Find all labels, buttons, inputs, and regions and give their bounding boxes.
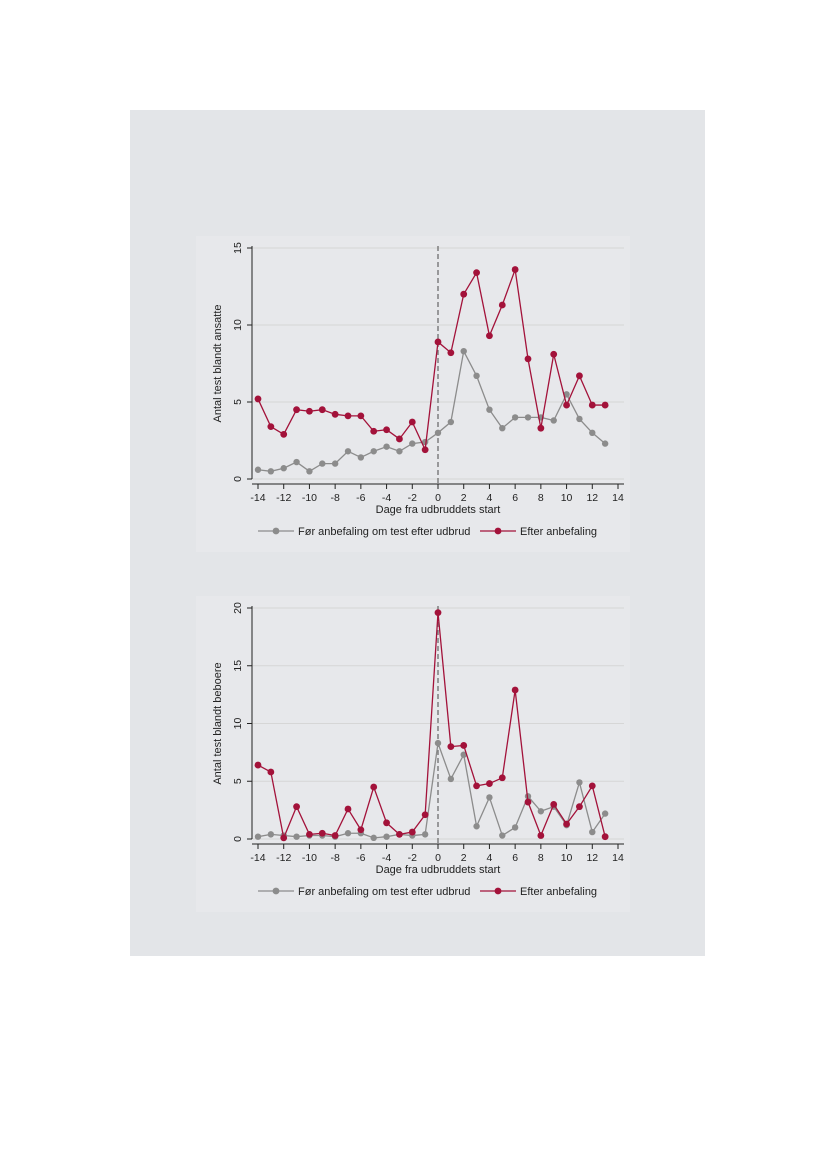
data-point-before xyxy=(332,460,338,466)
data-point-before xyxy=(602,440,608,446)
data-point-after xyxy=(512,266,519,273)
data-point-after xyxy=(435,339,442,346)
data-point-after xyxy=(306,408,313,415)
y-tick-label: 10 xyxy=(232,717,244,730)
x-tick-label: -2 xyxy=(407,492,417,504)
data-point-after xyxy=(319,406,326,413)
data-point-after xyxy=(499,302,506,309)
x-tick-label: 14 xyxy=(612,852,624,864)
x-tick-label: 2 xyxy=(460,852,467,864)
data-point-before xyxy=(589,430,595,436)
data-point-before xyxy=(293,833,299,839)
data-point-after xyxy=(280,834,287,841)
data-point-after xyxy=(255,396,262,403)
data-point-before xyxy=(486,407,492,413)
data-point-after xyxy=(357,412,364,419)
legend-label: Før anbefaling om test efter udbrud xyxy=(298,886,471,898)
y-tick-label: 0 xyxy=(232,476,244,482)
y-tick-label: 15 xyxy=(232,242,244,254)
x-tick-label: -14 xyxy=(250,492,266,504)
data-point-after xyxy=(460,291,467,298)
legend-marker xyxy=(495,528,502,535)
x-tick-label: -14 xyxy=(250,852,266,864)
x-tick-label: 2 xyxy=(460,492,467,504)
data-point-after xyxy=(473,269,480,276)
data-point-after xyxy=(537,832,544,839)
data-point-after xyxy=(255,762,262,769)
data-point-before xyxy=(448,776,454,782)
data-point-before xyxy=(499,832,505,838)
data-point-after xyxy=(537,425,544,432)
data-point-before xyxy=(383,833,389,839)
data-point-after xyxy=(306,831,313,838)
x-tick-label: -4 xyxy=(381,492,392,504)
data-point-after xyxy=(563,821,570,828)
data-point-after xyxy=(460,742,467,749)
data-point-after xyxy=(345,412,352,419)
data-point-after xyxy=(293,406,300,413)
x-tick-label: -10 xyxy=(301,852,318,864)
data-point-before xyxy=(422,831,428,837)
x-axis-title: Dage fra udbruddets start xyxy=(375,504,501,516)
legend-label: Efter anbefaling xyxy=(520,886,598,898)
data-point-before xyxy=(461,348,467,354)
legend-label: Efter anbefaling xyxy=(520,526,598,538)
y-tick-label: 15 xyxy=(232,659,244,672)
y-tick-label: 20 xyxy=(232,602,244,614)
x-tick-label: -12 xyxy=(276,492,292,504)
data-point-after xyxy=(293,803,300,810)
data-point-before xyxy=(255,467,261,473)
data-point-before xyxy=(268,468,274,474)
data-point-after xyxy=(473,782,480,789)
legend-marker xyxy=(273,888,280,895)
chart-resident-svg xyxy=(196,596,630,912)
data-point-after xyxy=(396,436,403,443)
data-point-after xyxy=(525,355,532,362)
chart-staff-tests xyxy=(196,236,630,552)
data-point-before xyxy=(345,830,351,836)
data-point-before xyxy=(512,414,518,420)
data-point-before xyxy=(589,829,595,835)
data-point-after xyxy=(409,829,416,836)
data-point-before xyxy=(512,824,518,830)
data-point-after xyxy=(332,411,339,418)
x-tick-label: 0 xyxy=(435,492,441,504)
x-tick-label: 4 xyxy=(486,852,493,864)
data-point-after xyxy=(576,372,583,379)
x-tick-label: -10 xyxy=(301,492,318,504)
x-tick-label: 10 xyxy=(560,492,573,504)
data-point-before xyxy=(551,417,557,423)
data-point-after xyxy=(267,769,274,776)
y-axis-title: Antal test blandt beboere xyxy=(212,662,224,785)
data-point-before xyxy=(435,430,441,436)
data-point-after xyxy=(422,811,429,818)
data-point-before xyxy=(486,794,492,800)
x-tick-label: -6 xyxy=(356,492,366,504)
data-point-after xyxy=(383,819,390,826)
data-point-before xyxy=(281,465,287,471)
chart-staff-svg xyxy=(196,236,630,552)
data-point-before xyxy=(358,454,364,460)
data-point-before xyxy=(319,460,325,466)
data-point-before xyxy=(268,831,274,837)
y-tick-label: 5 xyxy=(232,778,244,785)
data-point-after xyxy=(345,806,352,813)
data-point-after xyxy=(602,402,609,409)
y-tick-label: 0 xyxy=(232,836,244,842)
y-tick-label: 5 xyxy=(232,399,244,405)
x-tick-label: 8 xyxy=(537,492,544,504)
data-point-before xyxy=(396,448,402,454)
x-tick-label: -8 xyxy=(330,492,340,504)
x-tick-label: 14 xyxy=(612,492,624,504)
data-point-after xyxy=(332,832,339,839)
x-tick-label: 12 xyxy=(586,492,599,504)
data-point-before xyxy=(435,740,441,746)
data-point-before xyxy=(473,373,479,379)
data-point-after xyxy=(370,784,377,791)
data-point-before xyxy=(499,425,505,431)
data-point-after xyxy=(589,402,596,409)
y-tick-label: 10 xyxy=(232,319,244,331)
x-tick-label: 12 xyxy=(586,852,599,864)
data-point-before xyxy=(525,414,531,420)
x-tick-label: 4 xyxy=(486,492,493,504)
data-point-after xyxy=(383,426,390,433)
chart-resident-tests xyxy=(196,596,630,912)
data-point-after xyxy=(396,831,403,838)
legend-label: Før anbefaling om test efter udbrud xyxy=(298,526,471,538)
data-point-after xyxy=(486,780,493,787)
x-tick-label: 6 xyxy=(512,492,519,504)
series-line-before xyxy=(258,743,605,838)
x-axis-title: Dage fra udbruddets start xyxy=(375,864,501,876)
data-point-before xyxy=(473,823,479,829)
legend-marker xyxy=(273,528,280,535)
data-point-before xyxy=(345,448,351,454)
x-tick-label: -6 xyxy=(356,852,366,864)
data-point-after xyxy=(319,830,326,837)
data-point-after xyxy=(550,801,557,808)
data-point-before xyxy=(371,835,377,841)
data-point-after xyxy=(550,351,557,358)
data-point-before xyxy=(538,808,544,814)
x-tick-label: -12 xyxy=(276,852,292,864)
data-point-after xyxy=(280,431,287,438)
data-point-after xyxy=(602,833,609,840)
x-tick-label: 6 xyxy=(512,852,519,864)
data-point-after xyxy=(525,799,532,806)
data-point-before xyxy=(293,459,299,465)
x-tick-label: -2 xyxy=(407,852,417,864)
data-point-before xyxy=(371,448,377,454)
x-tick-label: -4 xyxy=(381,852,392,864)
x-tick-label: -8 xyxy=(330,852,340,864)
data-point-after xyxy=(409,419,416,426)
legend-marker xyxy=(495,888,502,895)
data-point-after xyxy=(499,774,506,781)
data-point-after xyxy=(357,826,364,833)
data-point-after xyxy=(370,428,377,435)
data-point-before xyxy=(383,443,389,449)
data-point-after xyxy=(486,332,493,339)
x-tick-label: 8 xyxy=(537,852,544,864)
y-axis-title: Antal test blandt ansatte xyxy=(212,304,224,423)
data-point-after xyxy=(447,743,454,750)
data-point-after xyxy=(435,609,442,616)
data-point-before xyxy=(255,833,261,839)
data-point-after xyxy=(447,349,454,356)
data-point-before xyxy=(409,440,415,446)
data-point-before xyxy=(306,468,312,474)
x-tick-label: 0 xyxy=(435,852,441,864)
data-point-after xyxy=(589,782,596,789)
data-point-after xyxy=(512,687,519,694)
data-point-before xyxy=(576,779,582,785)
data-point-after xyxy=(267,423,274,430)
data-point-after xyxy=(422,446,429,453)
data-point-after xyxy=(576,803,583,810)
data-point-before xyxy=(448,419,454,425)
data-point-before xyxy=(602,810,608,816)
data-point-before xyxy=(576,416,582,422)
x-tick-label: 10 xyxy=(560,852,573,864)
data-point-after xyxy=(563,402,570,409)
